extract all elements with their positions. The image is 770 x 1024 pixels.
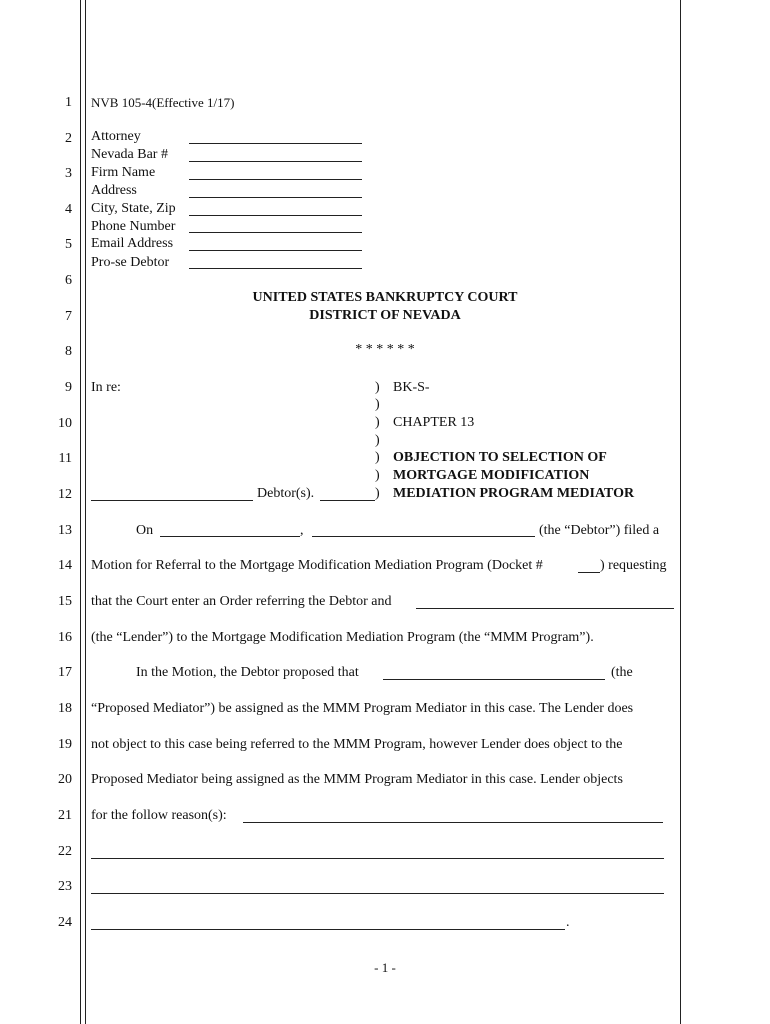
right-margin-rule (680, 0, 681, 1024)
city-state-zip-field[interactable] (189, 215, 362, 216)
line16-text: (the “Lender”) to the Mortgage Modification Mediation Program (the “MMM Program”). (91, 630, 594, 645)
line-number: 23 (58, 879, 72, 894)
line17-text: In the Motion, the Debtor proposed that (136, 665, 359, 680)
document-title-line2: MORTGAGE MODIFICATION (393, 468, 590, 483)
line-number: 15 (58, 594, 72, 609)
line-number: 18 (58, 701, 72, 716)
period: . (566, 915, 570, 930)
prose-debtor-label: Pro-se Debtor (91, 255, 170, 270)
in-re-label: In re: (91, 380, 121, 395)
line-number: 9 (65, 380, 72, 395)
debtor-underline (320, 500, 375, 501)
line-number: 7 (65, 309, 72, 324)
line19-text: not object to this case being referred to the MMM Program, however Lender does object to the (91, 737, 623, 752)
line13-text: (the “Debtor”) filed a (539, 523, 660, 538)
line21-text: for the follow reason(s): (91, 808, 227, 823)
line-number: 21 (58, 808, 72, 823)
email-field[interactable] (189, 250, 362, 251)
line-number: 3 (65, 166, 72, 181)
address-label: Address (91, 183, 137, 198)
court-district: DISTRICT OF NEVADA (309, 308, 461, 323)
document-title-line3: MEDIATION PROGRAM MEDIATOR (393, 486, 635, 501)
reasons-field-3[interactable] (91, 893, 664, 894)
line-number: 10 (58, 416, 72, 431)
city-state-zip-label: City, State, Zip (91, 201, 176, 216)
line-number: 13 (58, 523, 72, 538)
form-id: NVB 105-4(Effective 1/17) (91, 95, 235, 110)
caption-paren: ) (375, 468, 380, 483)
line-number: 22 (58, 844, 72, 859)
attorney-field[interactable] (189, 143, 362, 144)
debtor-name-field[interactable] (91, 500, 253, 501)
firm-name-label: Firm Name (91, 165, 156, 180)
phone-label: Phone Number (91, 219, 176, 234)
court-name: UNITED STATES BANKRUPTCY COURT (252, 290, 518, 305)
line17-end: (the (611, 665, 633, 680)
caption-paren: ) (375, 486, 380, 501)
bar-number-field[interactable] (189, 161, 362, 162)
chapter: CHAPTER 13 (393, 415, 475, 430)
docket-number-field[interactable] (578, 572, 600, 573)
firm-name-field[interactable] (189, 179, 362, 180)
debtor-field[interactable] (312, 536, 535, 537)
prose-debtor-field[interactable] (189, 268, 362, 269)
line-number: 17 (58, 665, 72, 680)
phone-field[interactable] (189, 232, 362, 233)
line-number: 19 (58, 737, 72, 752)
reasons-field-1[interactable] (243, 822, 663, 823)
line-number: 16 (58, 630, 72, 645)
proposed-mediator-field[interactable] (383, 679, 605, 680)
separator-stars: * * * * * * (355, 342, 415, 357)
on-label: On (136, 523, 154, 538)
line18-text: “Proposed Mediator”) be assigned as the MMM Program Mediator in this case. The Lender does (91, 701, 634, 716)
left-margin-rule-outer (80, 0, 81, 1024)
line-number: 1 (65, 95, 72, 110)
line-number: 8 (65, 344, 72, 359)
left-margin-rule-inner (85, 0, 86, 1024)
line14-text: Motion for Referral to the Mortgage Modification Mediation Program (Docket # (91, 558, 543, 573)
line-number: 14 (58, 558, 72, 573)
bar-number-label: Nevada Bar # (91, 147, 168, 162)
email-label: Email Address (91, 236, 174, 251)
line-number: 5 (65, 237, 72, 252)
lender-field[interactable] (416, 608, 674, 609)
page-number: - 1 - (374, 960, 396, 975)
document-title-line1: OBJECTION TO SELECTION OF (393, 450, 607, 465)
line-number: 20 (58, 772, 72, 787)
line-number: 2 (65, 131, 72, 146)
line-number: 6 (65, 273, 72, 288)
case-number: BK-S- (393, 380, 430, 395)
reasons-field-2[interactable] (91, 858, 664, 859)
line-number: 11 (58, 451, 72, 466)
line20-text: Proposed Mediator being assigned as the MMM Program Mediator in this case. Lender objects (91, 772, 623, 787)
caption-paren: ) (375, 380, 380, 395)
line-number: 12 (58, 487, 72, 502)
filing-date-field[interactable] (160, 536, 300, 537)
debtors-label: Debtor(s). (257, 486, 315, 501)
attorney-label: Attorney (91, 129, 141, 144)
caption-paren: ) (375, 433, 380, 448)
line14-end: ) requesting (600, 558, 667, 573)
caption-paren: ) (375, 415, 380, 430)
line-number: 24 (58, 915, 72, 930)
caption-paren: ) (375, 397, 380, 412)
comma: , (300, 523, 304, 538)
line15-text: that the Court enter an Order referring the Debtor and (91, 594, 392, 609)
caption-paren: ) (375, 450, 380, 465)
line-number: 4 (65, 202, 72, 217)
address-field[interactable] (189, 197, 362, 198)
reasons-field-4[interactable] (91, 929, 565, 930)
